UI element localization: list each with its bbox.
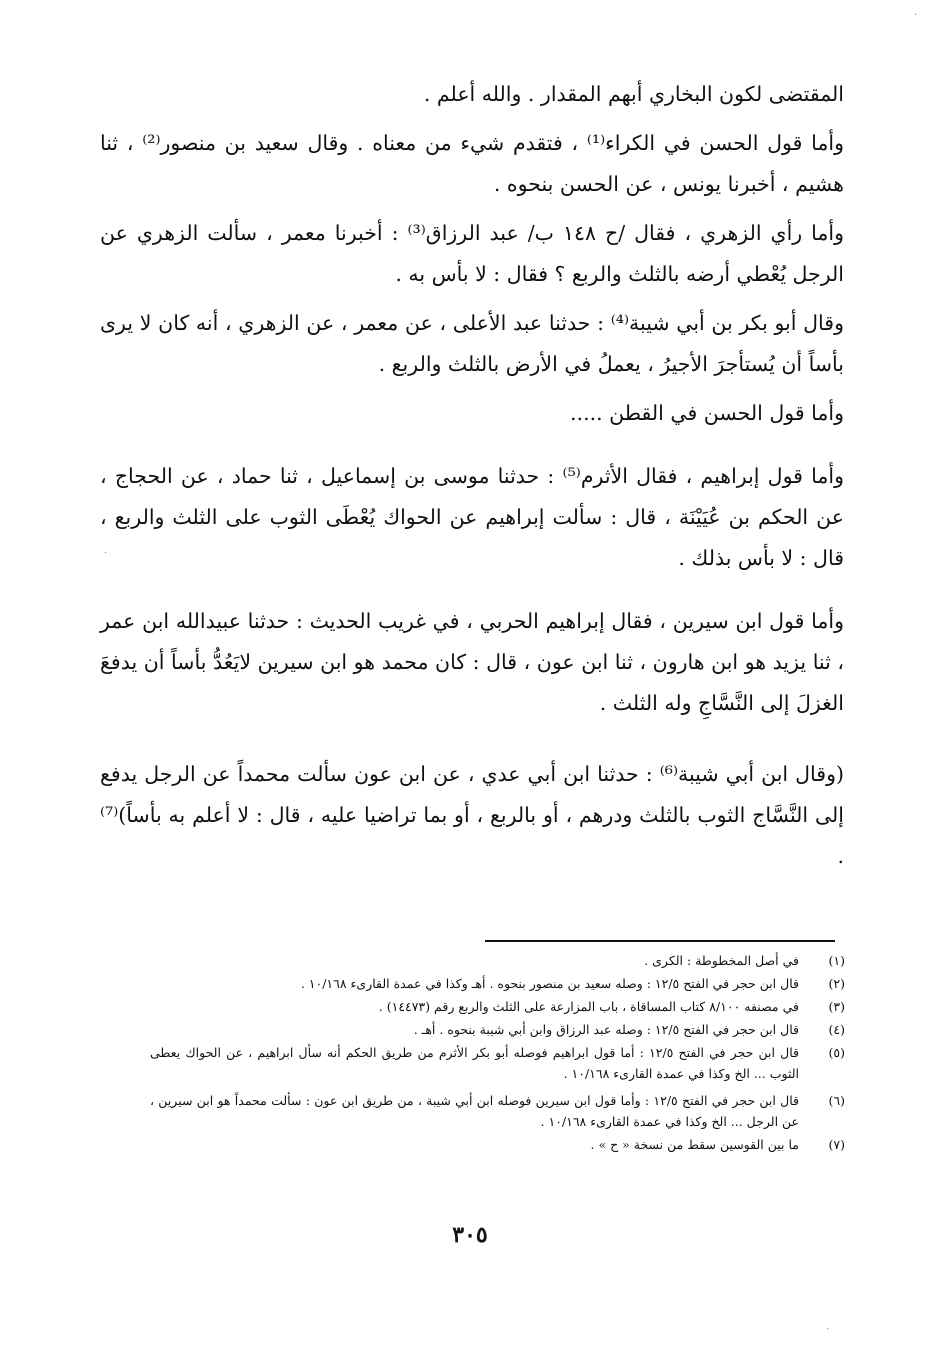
main-text [100,74,844,885]
scan-speck: · [104,548,108,559]
footnote-text: قال ابن حجر في الفتح ١٢/٥ : وصله سعيد بن منصور بنحوه . أهـ وكذا في عمدة القارىء ١٠/١٦٨ . [300,976,799,991]
paragraph: وأما قول الحسن في الكراء⁽¹⁾ ، فتقدم شيء من معناه . وقال سعيد بن منصور⁽²⁾ ، ثنا هشيم ، أخبرنا يونس ، عن الحسن بنحوه . [100,131,844,196]
footnote-divider [485,940,835,942]
footnote [150,1090,845,1132]
footnote [150,996,845,1017]
paragraph: وأما قول الحسن في القطن ..... [570,401,844,425]
footnote-number: (١) [828,953,845,968]
footnote [150,1042,845,1084]
footnote-number: (٤) [828,1022,845,1037]
footnote-text: قال ابن حجر في الفتح ١٢/٥ : وأما قول ابن سيرين فوصله ابن أبي شيبة ، من طريق ابن عون : سألت محمداً هو ابن سيرين ، عن الرجل ... الخ وكذا في عمدة القارىء ١٠/١٦٨ . [150,1093,800,1129]
paragraph: وأما رأي الزهري ، فقال /ح ١٤٨ ب/ عبد الرزاق⁽³⁾ : أخبرنا معمر ، سألت الزهري عن الرجل يُعْطي أرضه بالثلث والربع ؟ فقال : لا بأس به . [100,221,844,286]
scan-speck: · [914,10,918,21]
footnote [150,1019,845,1040]
footnote [150,1134,845,1155]
paragraph: وأما قول إبراهيم ، فقال الأثرم⁽⁵⁾ : حدثنا موسى بن إسماعيل ، ثنا حماد ، عن الحجاج ، عن الحكم بن عُيَيْنَة ، قال : سألت إبراهيم عن الحواك يُعْطَى الثوب على الثلث والربع ، قال : لا بأس بذلك . [100,464,844,570]
footnote [150,973,845,994]
footnote-number: (٣) [828,999,845,1014]
footnote-text: ما بين القوسين سقط من نسخة « ح » . [590,1137,799,1152]
footnote-number: (٧) [828,1137,845,1152]
footnotes [150,950,845,1157]
footnote-text: في أصل المخطوطة : الكرى . [644,953,799,968]
footnote-number: (٥) [828,1045,845,1060]
scan-speck: · [826,1324,830,1335]
paragraph: وقال أبو بكر بن أبي شيبة⁽⁴⁾ : حدثنا عبد الأعلى ، عن معمر ، عن الزهري ، أنه كان لا يرى بأساً أن يُستأجرَ الأجيرُ ، يعملُ في الأرض بالثلث والربع . [100,311,844,376]
footnote-text: في مصنفه ٨/١٠٠ كتاب المساقاة ، باب المزارعة على الثلث والربع رقم (١٤٤٧٣) . [378,999,799,1014]
paragraph: المقتضى لكون البخاري أبهم المقدار . والله أعلم . [423,82,844,106]
footnote-number: (٢) [828,976,845,991]
footnote-number: (٦) [828,1093,845,1108]
paragraph: وأما قول ابن سيرين ، فقال إبراهيم الحربي ، في غريب الحديث : حدثنا عبيدالله ابن عمر ، ثنا يزيد هو ابن هارون ، ثنا ابن عون ، قال : كان محمد هو ابن سيرين لايَعُدُّ بأساً أن يدفعَ الغزلَ إلى النَّسَّاجِ وله الثلث . [100,609,844,715]
footnote [150,950,845,971]
page-number: ٣٠٥ [452,1222,488,1248]
footnote-text: قال ابن حجر في الفتح ١٢/٥ : وصله عبد الرزاق وابن أبي شيبة بنحوه . أهـ . [413,1022,799,1037]
footnote-text: قال ابن حجر في الفتح ١٢/٥ : أما قول ابراهيم فوصله أبو بكر الأثرم من طريق الحكم أنه سأل ابراهيم ، عن الحواك يعطى الثوب ... الخ وكذا في عمدة القارىء ١٠/١٦٨ . [150,1045,800,1081]
paragraph: (وقال ابن أبي شيبة⁽⁶⁾ : حدثنا ابن أبي عدي ، عن ابن عون سألت محمداً عن الرجل يدفع إلى النَّسَّاج الثوب بالثلث ودرهم ، أو بالربع ، أو بما تراضيا عليه ، قال : لا أعلم به بأساً)⁽⁷⁾ . [100,762,844,868]
